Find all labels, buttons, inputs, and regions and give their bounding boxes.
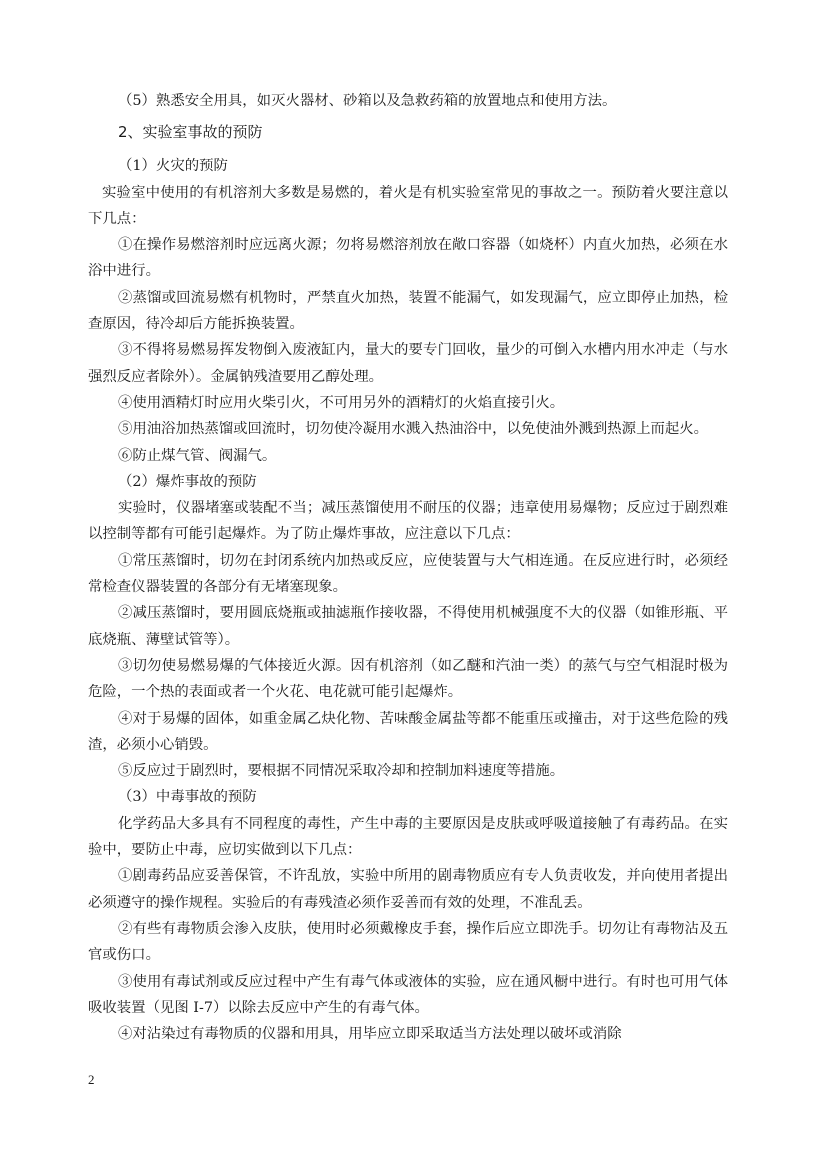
poisoning-item-2: ②有些有毒物质会渗入皮肤，使用时必须戴橡皮手套，操作后应立即洗手。切勿让有毒物沾及五官或伤口。 <box>88 920 728 964</box>
section-heading: 2、实验室事故的预防 <box>118 123 263 142</box>
explosion-item-5: ⑤反应过于剧烈时，要根据不同情况采取冷却和控制加料速度等措施。 <box>118 763 565 780</box>
poisoning-item-3: ③使用有毒试剂或反应过程中产生有毒气体或液体的实验，应在通风橱中进行。有时也可用气体吸收装置（见图 I-7）以除去反应中产生的有毒气体。 <box>88 973 728 1016</box>
page-body <box>88 88 728 1047</box>
safety-tools-item: （5）熟悉安全用具，如灭火器材、砂箱以及急救药箱的放置地点和使用方法。 <box>118 93 617 109</box>
fire-item-1: ①在操作易燃溶剂时应远离火源；勿将易燃溶剂放在敞口容器（如烧杯）内直火加热，必须在水浴中进行。 <box>88 237 728 280</box>
explosion-item-2: ②减压蒸馏时，要用圆底烧瓶或抽滤瓶作接收器，不得使用机械强度不大的仪器（如锥形瓶、平底烧瓶、薄壁试管等）。 <box>88 605 728 648</box>
fire-item-6: ⑥防止煤气管、阀漏气。 <box>118 447 277 464</box>
explosion-intro: 实验时，仪器堵塞或装配不当；减压蒸馏使用不耐压的仪器；违章使用易爆物；反应过于剧烈难以控制等都有可能引起爆炸。为了防止爆炸事故，应注意以下几点： <box>88 500 728 543</box>
poisoning-intro: 化学药品大多具有不同程度的毒性，产生中毒的主要原因是皮肤或呼吸道接触了有毒药品。在实验中，要防止中毒，应切实做到以下几点： <box>88 815 728 859</box>
explosion-item-4: ④对于易爆的固体，如重金属乙炔化物、苦味酸金属盐等都不能重压或撞击，对于这些危险的残渣，必须小心销毁。 <box>88 710 728 753</box>
fire-item-4: ④使用酒精灯时应用火柴引火，不可用另外的酒精灯的火焰直接引火。 <box>118 394 565 411</box>
poisoning-item-4: ④对沾染过有毒物质的仪器和用具，用毕应立即采取适当方法处理以破坏或消除 <box>118 1026 622 1043</box>
explosion-item-1: ①常压蒸馏时，切勿在封闭系统内加热或反应，应使装置与大气相连通。在反应进行时，必须经常检查仪器装置的各部分有无堵塞现象。 <box>88 552 728 596</box>
fire-item-2: ②蒸馏或回流易燃有机物时，严禁直火加热，装置不能漏气，如发现漏气，应立即停止加热，检查原因，待冷却后方能拆换装置。 <box>88 289 728 333</box>
subsection-fire: （1）火灾的预防 <box>118 158 228 175</box>
poisoning-item-1: ①剧毒药品应妥善保管，不许乱放，实验中所用的剧毒物质应有专人负责收发，并向使用者提出必须遵守的操作规程。实验后的有毒残渣必须作妥善而有效的处理，不准乱丢。 <box>88 868 728 911</box>
subsection-explosion: （2）爆炸事故的预防 <box>118 473 257 490</box>
fire-intro: 实验室中使用的有机溶剂大多数是易燃的，着火是有机实验室常见的事故之一。预防着火要注意以下几点： <box>88 184 728 227</box>
explosion-item-3: ③切勿使易燃易爆的气体接近火源。因有机溶剂（如乙醚和汽油一类）的蒸气与空气相混时极为危险，一个热的表面或者一个火花、电花就可能引起爆炸。 <box>88 657 728 701</box>
subsection-poisoning: （3）中毒事故的预防 <box>118 789 257 806</box>
fire-item-5: ⑤用油浴加热蒸馏或回流时，切勿使冷凝用水溅入热油浴中，以免使油外溅到热源上而起火。 <box>118 421 709 438</box>
fire-item-3: ③不得将易燃易挥发物倒入废液缸内，量大的要专门回收，量少的可倒入水槽内用水冲走（与水强烈反应者除外）。金属钠残渣要用乙醇处理。 <box>88 342 728 385</box>
page-number: 2 <box>88 1072 95 1087</box>
